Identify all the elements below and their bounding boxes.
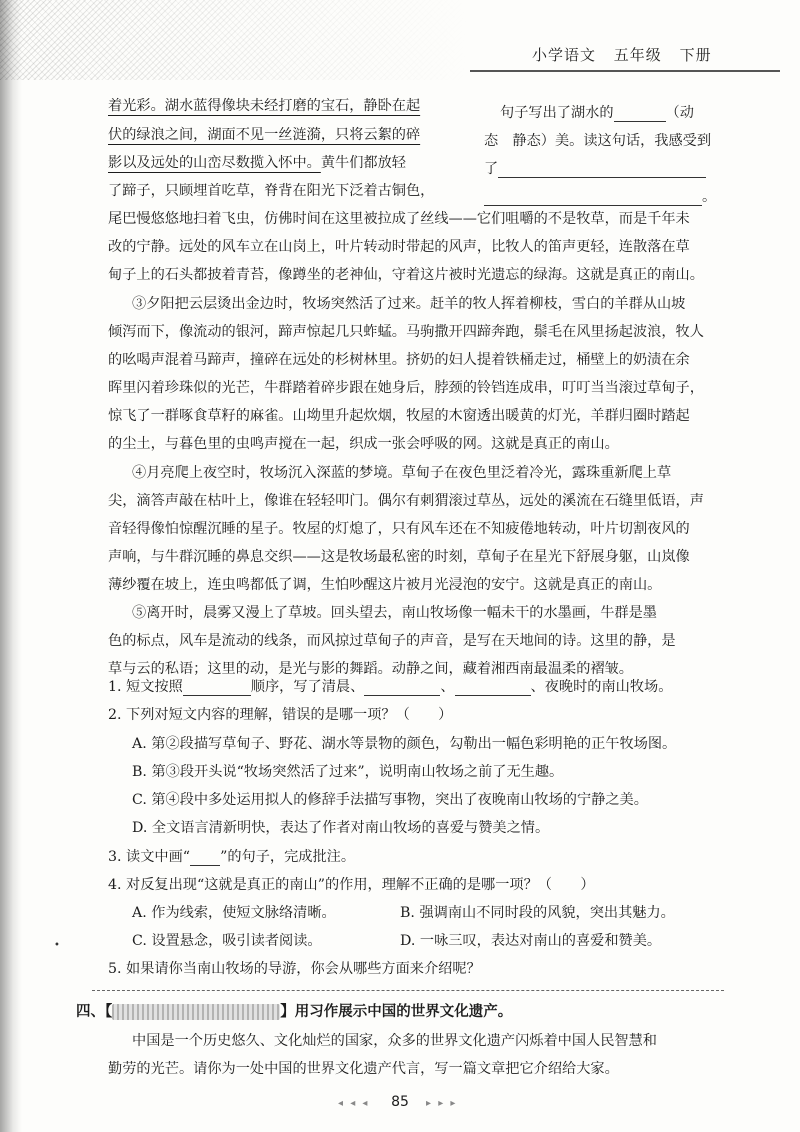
underline-sample	[190, 851, 220, 866]
question-1: 1. 短文按照 顺序，写了清晨、 、 、夜晚时的南山牧场。	[108, 679, 673, 695]
question-2: 2. 下列对短文内容的理解，错误的是哪一项？（ ）	[108, 707, 453, 723]
section-4-text: 中国是一个历史悠久、文化灿烂的国家，众多的世界文化遗产闪烁着中国人民智慧和	[132, 1033, 657, 1049]
answer-blank[interactable]	[455, 681, 531, 696]
option-c[interactable]: C. 第④段中多处运用拟人的修辞手法描写事物，突出了夜晚南山牧场的宁静之美。	[132, 792, 648, 808]
paragraph-5-start: ⑤离开时，晨雾又漫上了草坡。回头望去，南山牧场像一幅未干的水墨画，牛群是墨	[132, 605, 657, 621]
paragraph-3-start: ③夕阳把云层烫出金边时，牧场突然活了过来。赶羊的牧人挥着柳枝，雪白的羊群从山坡	[132, 296, 686, 312]
annotation-line: 了	[484, 158, 706, 178]
annotation-line: 。	[484, 186, 716, 206]
grade-label: 五年级	[613, 46, 662, 64]
option-d[interactable]: D. 全文语言清新明快，表达了作者对南山牧场的喜爱与赞美之情。	[132, 820, 550, 836]
passage-line: 改的宁静。远处的风车立在山岗上，叶片转动时带起的风声，比牧人的笛声更轻，连散落在草	[108, 239, 690, 255]
passage-line: 了蹄子，只顾埋首吃草，脊背在阳光下泛着古铜色，	[108, 183, 435, 199]
question-3: 3. 读文中画“ ”的句子，完成批注。	[108, 849, 356, 865]
passage-line: 尖，滴答声敲在枯叶上，像谁在轻轻叩门。偶尔有刺猬滚过草丛，远处的溪流在石缝里低语，声	[108, 493, 704, 509]
passage-line: 甸子上的石头都披着青苔，像蹲坐的老神仙，守着这片被时光遗忘的绿海。这就是真正的南山。	[108, 267, 704, 283]
passage-line: 音轻得像怕惊醒沉睡的星子。牧屋的灯熄了，只有风车还在不知疲倦地转动，叶片切割夜风的	[108, 521, 690, 537]
section-divider	[92, 990, 724, 991]
faded-title-stamp	[112, 1004, 280, 1020]
answer-blank[interactable]	[183, 681, 251, 696]
question-5: 5. 如果请你当南山牧场的导游，你会从哪些方面来介绍呢？	[108, 961, 481, 977]
passage-line: 影以及远处的山峦尽数揽入怀中。黄牛们都放轻	[108, 155, 406, 171]
option-a[interactable]: A. 第②段描写草甸子、野花、湖水等景物的颜色，勾勒出一幅色彩明艳的正午牧场图。	[132, 736, 677, 752]
scan-noise	[0, 0, 470, 80]
passage-line: 尾巴慢悠悠地扫着飞虫，仿佛时间在这里被拉成了丝线——它们咀嚼的不是牧草，而是千年未	[108, 211, 690, 227]
annotation-question: 句子写出了湖水的 （动	[500, 105, 694, 121]
subject-label: 小学语文	[532, 46, 597, 64]
passage-line: 惊飞了一群啄食草籽的麻雀。山坳里升起炊烟，牧屋的木窗透出暖黄的灯光，羊群归圈时踏起	[108, 408, 690, 424]
answer-blank[interactable]	[364, 681, 440, 696]
option-b[interactable]: B. 第③段开头说“牧场突然活了过来”，说明南山牧场之前了无生趣。	[132, 764, 564, 780]
passage-line: 薄纱覆在坡上，连虫鸣都低了调，生怕吵醒这片被月光浸泡的安宁。这就是真正的南山。	[108, 577, 662, 593]
answer-blank[interactable]	[498, 163, 706, 178]
scan-left-edge	[0, 0, 22, 1132]
header-rule	[470, 70, 780, 72]
passage-line: 晖里闪着珍珠似的光芒，牛群踏着碎步跟在她身后，脖颈的铃铛连成串，叮叮当当滚过草甸子，	[108, 380, 704, 396]
page-ornament-left: ◂ ◂ ◂	[338, 1098, 370, 1109]
question-4: 4. 对反复出现“这就是真正的南山”的作用，理解不正确的是哪一项？（ ）	[108, 877, 595, 893]
answer-blank[interactable]	[614, 107, 666, 122]
option-c[interactable]: C. 设置悬念，吸引读者阅读。	[132, 933, 322, 949]
volume-label: 下册	[679, 46, 712, 64]
annotation-line: 态 静态）美。读这句话，我感受到	[484, 133, 712, 149]
passage-line: 倾泻而下，像流动的银河，蹄声惊起几只蚱蜢。马驹撒开四蹄奔跑，鬃毛在风里扬起波浪，牧人	[108, 324, 704, 340]
section-4-heading: 四、【 】用习作展示中国的世界文化遗产。	[76, 1003, 513, 1020]
passage-line: 色的标点，风车是流动的线条，而风掠过草甸子的声音，是写在天地间的诗。这里的静，是	[108, 633, 676, 649]
scan-dot: •	[54, 940, 60, 951]
passage-line: 伏的绿浪之间，湖面不见一丝涟漪，只将云絮的碎	[108, 127, 421, 143]
answer-blank[interactable]	[484, 191, 702, 206]
option-d[interactable]: D. 一咏三叹，表达对南山的喜爱和赞美。	[400, 933, 662, 949]
page-number: 85	[391, 1094, 409, 1110]
option-a[interactable]: A. 作为线索，使短文脉络清晰。	[132, 905, 336, 921]
paragraph-4-start: ④月亮爬上夜空时，牧场沉入深蓝的梦境。草甸子在夜色里泛着冷光，露珠重新爬上草	[132, 465, 672, 481]
passage-line: 着光彩。湖水蓝得像块未经打磨的宝石，静卧在起	[108, 98, 421, 114]
passage-line: 的吆喝声混着马蹄声，撞碎在远处的杉树林里。挤奶的妇人提着铁桶走过，桶壁上的奶渍在余	[108, 352, 690, 368]
page-header	[532, 44, 724, 65]
passage-line: 草与云的私语；这里的动，是光与影的舞蹈。动静之间，藏着湘西南最温柔的褶皱。	[108, 661, 633, 677]
section-4-text: 勤劳的光芒。请你为一处中国的世界文化遗产代言，写一篇文章把它介绍给大家。	[108, 1061, 619, 1077]
underlined-sentence: 影以及远处的山峦尽数揽入怀中。	[108, 155, 321, 171]
passage-line: 的尘土，与暮色里的虫鸣声搅在一起，织成一张会呼吸的网。这就是真正的南山。	[108, 436, 619, 452]
page-ornament-right: ▸ ▸ ▸	[426, 1098, 458, 1109]
option-b[interactable]: B. 强调南山不同时段的风貌，突出其魅力。	[400, 905, 675, 921]
passage-line: 声响，与牛群沉睡的鼻息交织——这是牧场最私密的时刻，草甸子在星光下舒展身躯，山岚像	[108, 549, 690, 565]
